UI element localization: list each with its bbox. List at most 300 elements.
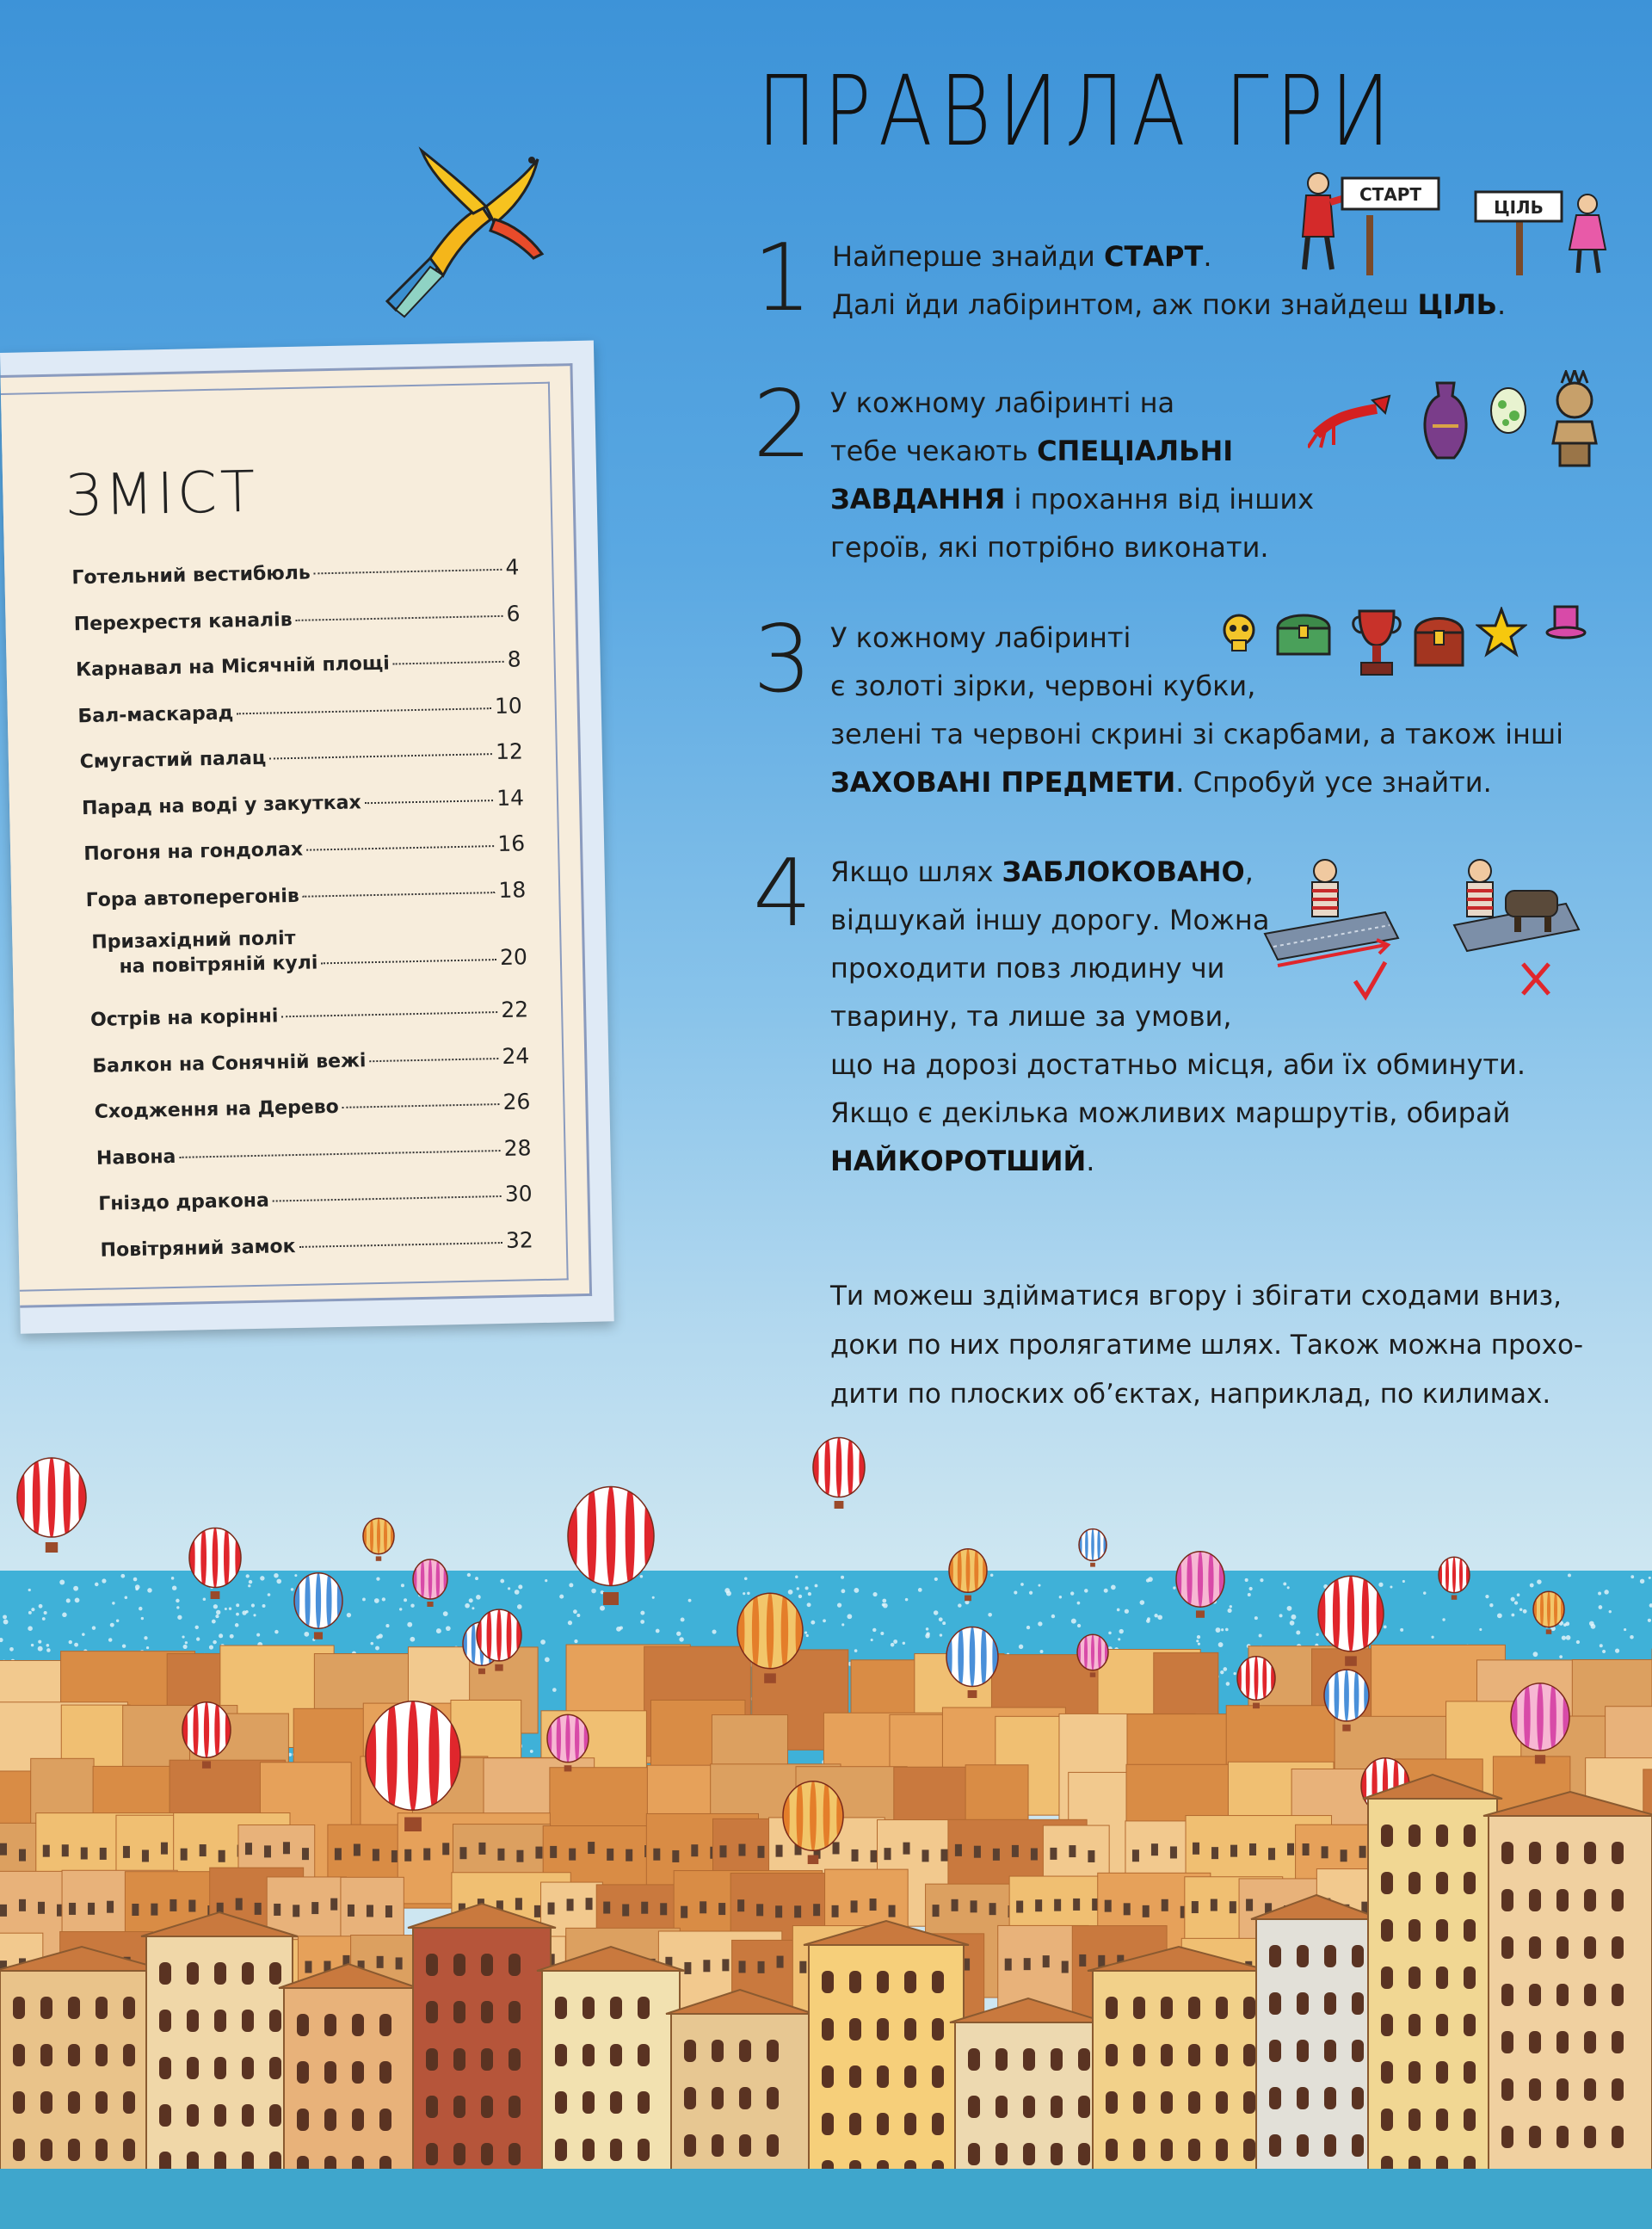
window [1464, 2014, 1476, 2036]
window [187, 1962, 199, 1985]
window [1464, 2061, 1476, 2084]
movement-paragraph [830, 1272, 1605, 1419]
window [757, 1846, 764, 1858]
window [610, 2044, 622, 2066]
wave-dot [1254, 1616, 1258, 1620]
wave-dot [1038, 1584, 1040, 1587]
window [1612, 2078, 1624, 2101]
window [1381, 1919, 1393, 1942]
window [1069, 1845, 1076, 1857]
window [1409, 1825, 1421, 1847]
window [622, 1905, 629, 1917]
window [245, 1843, 252, 1855]
wave-dot [246, 1574, 250, 1578]
window [993, 1849, 1000, 1861]
window [569, 1849, 576, 1861]
window [1161, 2044, 1173, 2066]
wave-dot [235, 1623, 239, 1627]
window [1556, 1842, 1569, 1864]
window [88, 1903, 95, 1915]
wave-dot [376, 1577, 379, 1580]
window [849, 2113, 861, 2135]
wave-dot [1084, 1589, 1088, 1592]
window [242, 2057, 254, 2079]
window [181, 1849, 188, 1861]
window [1051, 2143, 1063, 2165]
toc-entry-label: Парад на воді у закутках [81, 791, 361, 819]
wave-dot [1287, 1606, 1292, 1611]
window [269, 2057, 281, 2079]
window [822, 2018, 834, 2041]
wave-dot [209, 1645, 213, 1649]
rule-line [830, 758, 1563, 806]
window [1133, 1997, 1145, 2019]
window [1054, 1899, 1061, 1911]
window [904, 2113, 916, 2135]
window [96, 2091, 108, 2114]
wave-dot [540, 1639, 546, 1645]
window [767, 2087, 779, 2109]
rule-line [830, 710, 1563, 758]
window [1529, 2126, 1541, 2148]
window [1436, 1825, 1448, 1847]
window [1324, 1945, 1336, 1967]
window [1043, 1955, 1050, 1967]
wave-dot [1576, 1640, 1580, 1644]
wave-dot [1559, 1655, 1563, 1658]
window [610, 2139, 622, 2161]
window [583, 2091, 595, 2114]
window [952, 1899, 959, 1911]
wave-dot [112, 1602, 114, 1604]
window [1016, 1901, 1023, 1913]
window [1079, 1954, 1086, 1967]
window [1188, 2139, 1200, 2161]
wave-dot [811, 1621, 815, 1625]
window [739, 1960, 746, 1973]
window [703, 1960, 710, 1972]
window [159, 2104, 171, 2127]
toc-title: ЗМІСТ [64, 458, 260, 529]
wave-dot [371, 1642, 374, 1646]
window [1023, 2048, 1035, 2071]
wave-dot [73, 1586, 78, 1591]
window [871, 1850, 878, 1862]
window [877, 1971, 889, 1993]
paragraph-line: доки по них пролягатиме шлях. Також можна прохо- [830, 1330, 1584, 1361]
window [68, 1997, 80, 2019]
wave-dot [116, 1620, 119, 1622]
wave-dot [443, 1611, 448, 1616]
rule-fragment: . [1086, 1145, 1095, 1177]
window [453, 1954, 465, 1976]
window [567, 1899, 574, 1911]
window [352, 2109, 364, 2131]
window [1381, 2014, 1393, 2036]
window [13, 2044, 25, 2066]
wave-dot [304, 1632, 309, 1637]
window [1243, 1997, 1255, 2019]
window [870, 1899, 877, 1911]
wave-dot [640, 1611, 644, 1615]
wave-dot [903, 1642, 905, 1645]
window [123, 1997, 135, 2019]
window [889, 1905, 896, 1917]
toc-leader-dots [342, 1103, 500, 1108]
window [1409, 1919, 1421, 1942]
window [1162, 1899, 1168, 1911]
window [40, 2044, 52, 2066]
window [159, 1962, 171, 1985]
window [13, 2139, 25, 2161]
rule-fragment: . [1203, 240, 1212, 273]
window [1188, 1997, 1200, 2019]
window [426, 2096, 438, 2118]
window [1324, 2134, 1336, 2157]
window [756, 1904, 763, 1916]
window [1584, 1984, 1596, 2006]
window [1161, 2091, 1173, 2114]
wave-dot [1517, 1593, 1520, 1596]
window [583, 2044, 595, 2066]
window [367, 1905, 373, 1917]
window [660, 1903, 667, 1915]
wave-dot [1230, 1605, 1232, 1608]
window [583, 1997, 595, 2019]
rule-fragment: . [1497, 288, 1507, 321]
wave-dot [942, 1621, 946, 1625]
wave-dot [1442, 1618, 1445, 1621]
wave-dot [712, 1629, 717, 1633]
wave-dot [69, 1640, 72, 1644]
wave-dot [399, 1608, 402, 1610]
window [684, 2134, 696, 2157]
window [478, 1843, 485, 1855]
wave-dot [467, 1573, 471, 1577]
wave-dot [1157, 1615, 1162, 1620]
window [684, 2087, 696, 2109]
wave-dot [530, 1750, 533, 1753]
wave-dot [28, 1611, 32, 1615]
wave-dot [28, 1626, 33, 1631]
window [968, 2096, 980, 2118]
wave-dot [1147, 1617, 1150, 1621]
window [305, 1961, 311, 1973]
wave-dot [46, 1648, 51, 1652]
window [40, 2091, 52, 2114]
wave-dot [144, 1636, 147, 1639]
window [297, 2109, 309, 2131]
wave-dot [1640, 1579, 1644, 1584]
window [242, 2104, 254, 2127]
window [159, 2057, 171, 2079]
wave-dot [1226, 1682, 1230, 1686]
wave-dot [183, 1645, 188, 1649]
window [1352, 2134, 1364, 2157]
window [40, 2139, 52, 2161]
window [555, 1997, 567, 2019]
window [187, 2010, 199, 2032]
window [0, 1843, 7, 1855]
window [700, 1901, 706, 1913]
window [200, 1844, 206, 1856]
window [1612, 2031, 1624, 2053]
wave-dot [1216, 1627, 1221, 1633]
wave-dot [1029, 1591, 1032, 1595]
window [159, 2010, 171, 2032]
window [516, 1850, 523, 1862]
wave-dot [576, 1614, 580, 1617]
window [509, 1954, 521, 1976]
window [396, 1957, 403, 1969]
wave-dot [1140, 1600, 1145, 1605]
window [1035, 1899, 1042, 1911]
window [535, 1847, 542, 1859]
toc-list [71, 554, 533, 1282]
window [1381, 2109, 1393, 2131]
wave-dot [38, 1640, 41, 1644]
window [509, 2048, 521, 2071]
window [1501, 1936, 1513, 1959]
wave-dot [1384, 1625, 1387, 1628]
wave-dot [236, 1613, 239, 1616]
wave-dot [385, 1624, 389, 1627]
window [68, 2044, 80, 2066]
wave-dot [176, 1606, 179, 1608]
wave-dot [1630, 1635, 1634, 1639]
rule-line [830, 1089, 1526, 1137]
wave-dot [798, 1595, 802, 1598]
wave-dot [1649, 1577, 1651, 1579]
window [1529, 2078, 1541, 2101]
wave-dot [177, 1615, 182, 1620]
window [586, 1898, 593, 1910]
wave-dot [276, 1579, 281, 1584]
window [1529, 1984, 1541, 2006]
window [767, 2040, 779, 2062]
wave-dot [1104, 1589, 1108, 1593]
red-cup-icon [1351, 607, 1402, 680]
window [161, 1843, 168, 1855]
wave-dot [744, 1578, 748, 1581]
window [379, 2061, 391, 2084]
wave-dot [203, 1597, 206, 1601]
window [903, 1843, 910, 1855]
window [442, 1843, 449, 1855]
window [1584, 1842, 1596, 1864]
window [1381, 1967, 1393, 1989]
wave-dot [573, 1609, 577, 1614]
window [379, 2014, 391, 2036]
gold-star-icon [1476, 607, 1527, 658]
toc-page-number: 14 [496, 784, 525, 811]
window [1322, 1846, 1328, 1858]
window [1436, 1872, 1448, 1894]
wave-dot [407, 1622, 412, 1627]
window [385, 1905, 392, 1917]
window [718, 1903, 725, 1915]
hot-air-balloon [17, 1456, 86, 1553]
girl-figure [1569, 194, 1606, 273]
wave-dot [569, 1583, 573, 1587]
window [932, 2018, 944, 2041]
toc-leader-dots [269, 753, 492, 759]
window [13, 1997, 25, 2019]
wave-dot [1600, 1644, 1603, 1647]
rule-fragment: відшукай іншу дорогу. Можна [830, 904, 1270, 936]
wave-dot [260, 1576, 264, 1580]
window [672, 1850, 679, 1862]
wave-dot [934, 1610, 939, 1615]
window [43, 1845, 50, 1857]
window [96, 2139, 108, 2161]
rule-fragment: , [1244, 855, 1254, 888]
wave-dot [122, 1644, 126, 1647]
window [426, 2001, 438, 2023]
window [453, 2143, 465, 2165]
window [1556, 1936, 1569, 1959]
wave-dot [940, 1633, 942, 1636]
window [1133, 2139, 1145, 2161]
rule-keyword: ЗАВДАННЯ [830, 483, 1006, 516]
wave-dot [1019, 1645, 1023, 1649]
window [1051, 2096, 1063, 2118]
toc-entry-label: Острів на корінні [89, 1005, 279, 1031]
window [1106, 2139, 1118, 2161]
wave-dot [958, 1603, 961, 1607]
rule-fragment: зелені та червоні скрині зі скарбами, а також інші [830, 718, 1564, 750]
wave-dot [9, 1647, 14, 1652]
wave-dot [990, 1573, 994, 1577]
window [0, 1905, 7, 1917]
wave-dot [616, 1627, 621, 1632]
wave-dot [1287, 1586, 1290, 1589]
wave-dot [545, 1658, 550, 1663]
window [1216, 2139, 1228, 2161]
wave-dot [640, 1620, 644, 1624]
wave-dot [1511, 1614, 1514, 1617]
window [877, 2113, 889, 2135]
window [1170, 1846, 1177, 1858]
window [264, 1845, 271, 1857]
window [1269, 1945, 1281, 1967]
wave-dot [249, 1580, 252, 1584]
wave-dot [1485, 1595, 1489, 1598]
wave-dot [1378, 1583, 1383, 1587]
wave-dot [1249, 1587, 1253, 1590]
finish-sign-label: ЦІЛЬ [1494, 197, 1544, 218]
wave-dot [807, 1602, 811, 1607]
wave-dot [1390, 1585, 1392, 1588]
window [481, 1954, 493, 1976]
window [739, 2040, 751, 2062]
skull-icon [1222, 613, 1256, 654]
window [775, 1905, 782, 1917]
window [1436, 1919, 1448, 1942]
wave-dot [213, 1640, 217, 1645]
window [1106, 2044, 1118, 2066]
window [684, 1962, 691, 1974]
window [1124, 1903, 1131, 1915]
window [776, 1845, 783, 1857]
window [1062, 1961, 1069, 1973]
window [1192, 1901, 1199, 1913]
wave-dot [1599, 1605, 1603, 1609]
window [1230, 1845, 1237, 1857]
window [19, 1899, 26, 1911]
window [638, 2044, 650, 2066]
window [1359, 1846, 1366, 1858]
window [1133, 2091, 1145, 2114]
wave-dot [374, 1598, 379, 1603]
wave-dot [1221, 1628, 1224, 1631]
window [1023, 2096, 1035, 2118]
window [1501, 2126, 1513, 2148]
wave-dot [891, 1643, 895, 1647]
wave-dot [146, 1646, 149, 1649]
toc-page-number: 16 [496, 830, 526, 857]
window [1216, 2044, 1228, 2066]
wave-dot [926, 1627, 929, 1631]
wave-dot [841, 1623, 844, 1626]
window [1078, 2048, 1090, 2071]
wave-dot [44, 1611, 47, 1615]
table-of-contents [0, 341, 614, 1334]
window [932, 2065, 944, 2088]
window [96, 2044, 108, 2066]
wave-dot [1519, 1608, 1523, 1611]
wave-dot [375, 1646, 379, 1651]
toc-leader-dots [314, 569, 502, 575]
window [1381, 2061, 1393, 2084]
window [302, 1848, 309, 1860]
window [1303, 1843, 1310, 1855]
toc-leader-dots [237, 707, 491, 714]
window [219, 1850, 225, 1862]
wave-dot [1604, 1590, 1608, 1594]
wave-dot [1020, 1583, 1024, 1586]
wave-dot [262, 1604, 266, 1608]
window [188, 1900, 195, 1912]
window [123, 2139, 135, 2161]
wave-dot [253, 1614, 256, 1616]
wave-dot [1602, 1650, 1606, 1653]
wave-dot [62, 1613, 66, 1617]
window [324, 2061, 336, 2084]
rule-line [830, 379, 1314, 427]
wave-dot [882, 1599, 886, 1603]
window [1246, 1899, 1253, 1911]
window [1436, 1967, 1448, 1989]
window [638, 1997, 650, 2019]
wave-dot [1154, 1614, 1157, 1617]
wave-dot [934, 1578, 938, 1581]
window [100, 1848, 107, 1860]
rule-fragment: Далі йди лабіринтом, аж поки знайдеш [832, 288, 1418, 321]
wave-dot [1630, 1575, 1634, 1578]
window [1464, 1919, 1476, 1942]
window [1324, 1992, 1336, 2015]
window [1529, 1842, 1541, 1864]
wave-dot [1225, 1628, 1229, 1632]
toc-entry[interactable] [79, 923, 528, 1006]
wave-dot [591, 1589, 596, 1594]
window [293, 1905, 299, 1917]
rule-line [830, 1137, 1526, 1185]
rule-line [832, 281, 1506, 329]
wave-dot [216, 1610, 220, 1615]
toc-entry[interactable] [86, 1227, 534, 1282]
